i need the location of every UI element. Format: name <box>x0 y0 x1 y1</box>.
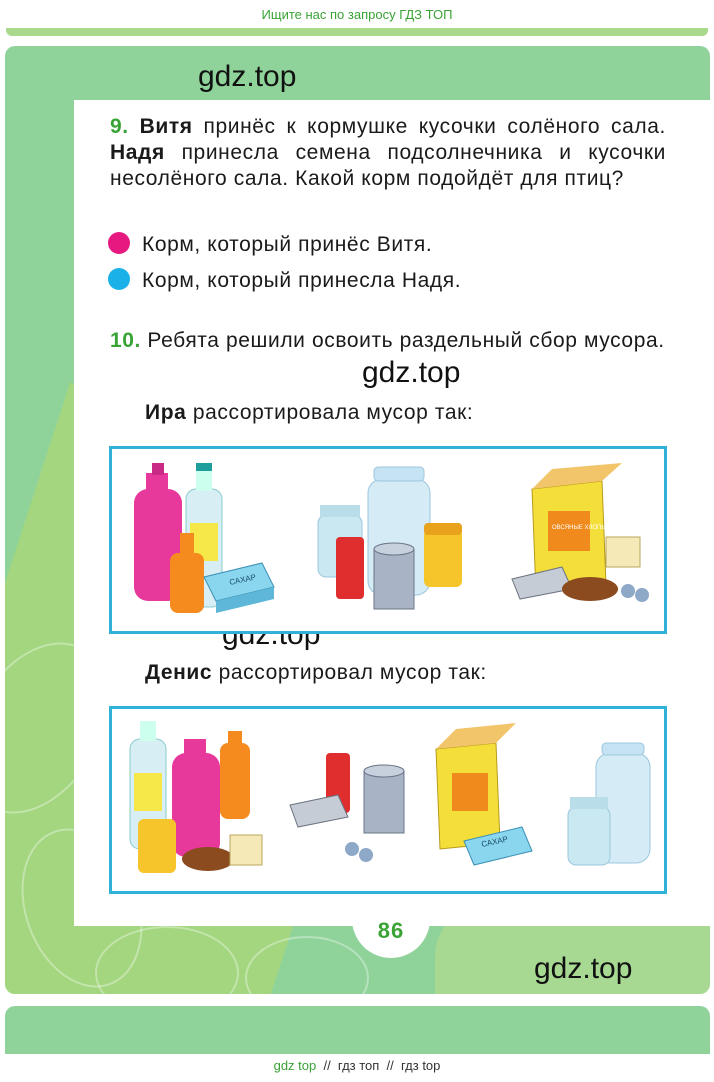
paper-metal-group <box>512 463 649 602</box>
page-number: 86 <box>377 918 405 943</box>
task-10-number: 10. <box>110 329 141 352</box>
ira-trash-groups <box>112 449 664 631</box>
svg-text:САХАР: САХАР <box>480 834 509 849</box>
task-9-text: 9. Витя принёс к кормушке кусочки солёного сала. Надя принесла семена подсолнечника и кусочки несолёного сала. Какой корм подойдёт для птиц? <box>110 115 666 190</box>
ira-sorting-illustration <box>109 446 667 634</box>
task-9-name-vitya: Витя <box>139 115 193 138</box>
task-10-text: 10. Ребята решили освоить раздельный сбор мусора. <box>110 329 665 352</box>
glass-metal-group <box>318 467 462 609</box>
ira-caption: Ира рассортировала мусор так: <box>145 401 474 424</box>
denis-sorting-illustration <box>109 706 667 894</box>
svg-text:САХАР: САХАР <box>228 572 257 587</box>
footer-link-2[interactable]: гдз топ <box>337 1058 380 1073</box>
top-banner: Ищите нас по запросу ГДЗ ТОП <box>0 0 714 30</box>
watermark: gdz.top <box>534 952 633 985</box>
next-page-strip <box>5 1006 710 1056</box>
footer-link-1[interactable]: gdz top <box>273 1058 317 1073</box>
answer-option-2[interactable]: Корм, который принесла Надя. <box>108 268 461 293</box>
plastic-group <box>134 463 274 613</box>
paper-group <box>436 723 532 865</box>
footer-link-3[interactable]: гдз top <box>401 1058 441 1073</box>
denis-caption: Денис рассортировал мусор так: <box>145 661 487 684</box>
task-9-number: 9. <box>110 115 129 138</box>
metal-group <box>290 753 404 862</box>
watermark: gdz.top <box>198 60 297 93</box>
watermark: gdz.top <box>362 356 461 389</box>
previous-page-strip <box>6 28 708 36</box>
bottom-banner: gdz top // гдз топ // гдз top <box>0 1054 714 1082</box>
pink-marker-icon <box>108 232 130 254</box>
denis-trash-groups <box>112 709 664 891</box>
glass-group <box>568 743 650 865</box>
svg-text:ОВСЯНЫЕ ХЛОПЬЯ: ОВСЯНЫЕ ХЛОПЬЯ <box>552 525 610 531</box>
mixed-plastic-group <box>130 721 262 873</box>
blue-marker-icon <box>108 268 130 290</box>
answer-option-1[interactable]: Корм, который принёс Витя. <box>108 232 432 257</box>
task-9-name-nadya: Надя <box>110 141 165 164</box>
